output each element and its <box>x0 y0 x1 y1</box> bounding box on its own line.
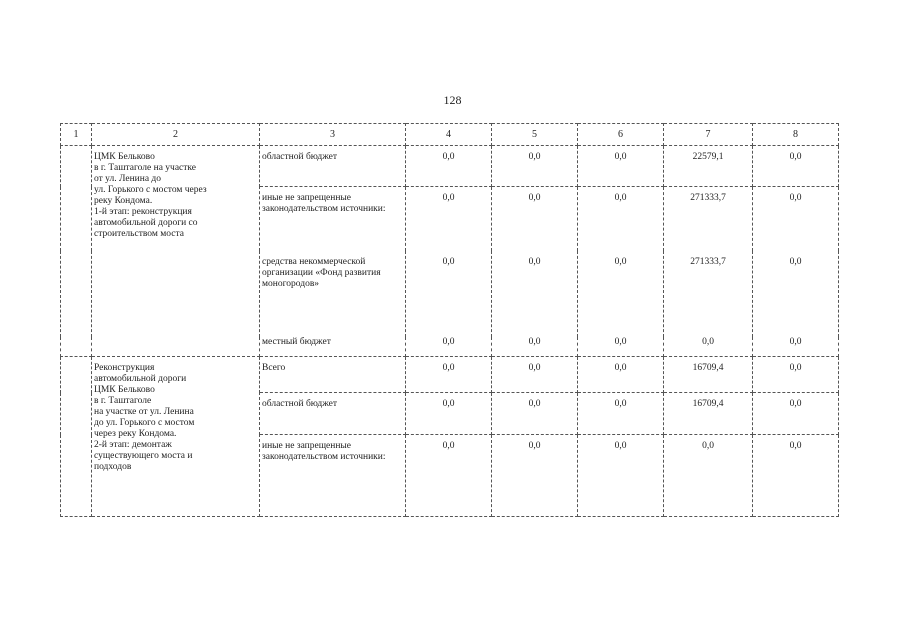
funding-source: средства некоммерческой организации «Фонд развития моногородов» <box>260 251 406 337</box>
value-cell: 0,0 <box>578 146 664 187</box>
value-cell: 16709,4 <box>664 393 753 435</box>
index-cell <box>61 357 92 517</box>
value-cell: 0,0 <box>578 337 664 357</box>
object-description: Реконструкция автомобильной дороги ЦМК Бельково в г. Таштаголе на участке от ул. Ленина до ул. Горького с мостом через реку Кондома. 2-й этап: демонтаж существующего моста и подходов <box>92 357 260 517</box>
value-cell: 0,0 <box>406 337 492 357</box>
value-cell: 0,0 <box>578 435 664 517</box>
index-cell <box>61 146 92 357</box>
value-cell: 0,0 <box>492 435 578 517</box>
value-cell: 0,0 <box>492 187 578 251</box>
value-cell: 0,0 <box>492 393 578 435</box>
col-header: 7 <box>664 124 753 146</box>
value-cell: 0,0 <box>492 337 578 357</box>
value-cell: 0,0 <box>492 146 578 187</box>
value-cell: 0,0 <box>406 435 492 517</box>
col-header: 4 <box>406 124 492 146</box>
value-cell: 0,0 <box>406 357 492 393</box>
value-cell: 0,0 <box>578 251 664 337</box>
funding-source: Всего <box>260 357 406 393</box>
col-header: 5 <box>492 124 578 146</box>
funding-source: областной бюджет <box>260 393 406 435</box>
value-cell: 0,0 <box>664 337 753 357</box>
value-cell: 0,0 <box>406 251 492 337</box>
value-cell: 0,0 <box>578 187 664 251</box>
value-cell: 0,0 <box>492 357 578 393</box>
value-cell: 0,0 <box>753 435 839 517</box>
col-header: 8 <box>753 124 839 146</box>
budget-table <box>60 123 839 517</box>
value-cell: 0,0 <box>753 357 839 393</box>
value-cell: 0,0 <box>753 146 839 187</box>
value-cell: 271333,7 <box>664 251 753 337</box>
value-cell: 16709,4 <box>664 357 753 393</box>
funding-source: иные не запрещенные законодательством источники: <box>260 187 406 251</box>
col-header: 1 <box>61 124 92 146</box>
value-cell: 0,0 <box>578 393 664 435</box>
value-cell: 0,0 <box>578 357 664 393</box>
value-cell: 0,0 <box>664 435 753 517</box>
col-header: 3 <box>260 124 406 146</box>
table-row <box>61 357 839 393</box>
funding-source: областной бюджет <box>260 146 406 187</box>
value-cell: 0,0 <box>492 251 578 337</box>
value-cell: 22579,1 <box>664 146 753 187</box>
header-row <box>61 124 839 146</box>
table-row <box>61 146 839 187</box>
funding-source: иные не запрещенные законодательством источники: <box>260 435 406 517</box>
value-cell: 0,0 <box>406 146 492 187</box>
value-cell: 0,0 <box>753 187 839 251</box>
value-cell: 271333,7 <box>664 187 753 251</box>
value-cell: 0,0 <box>406 187 492 251</box>
col-header: 6 <box>578 124 664 146</box>
funding-source: местный бюджет <box>260 337 406 357</box>
col-header: 2 <box>92 124 260 146</box>
page-number: 128 <box>443 93 462 107</box>
value-cell: 0,0 <box>753 251 839 337</box>
value-cell: 0,0 <box>753 337 839 357</box>
value-cell: 0,0 <box>406 393 492 435</box>
object-description: ЦМК Бельково в г. Таштаголе на участке от ул. Ленина до ул. Горького с мостом через реку Кондома. 1-й этап: реконструкция автомобильной дороги со строительством моста <box>92 146 260 357</box>
value-cell: 0,0 <box>753 393 839 435</box>
